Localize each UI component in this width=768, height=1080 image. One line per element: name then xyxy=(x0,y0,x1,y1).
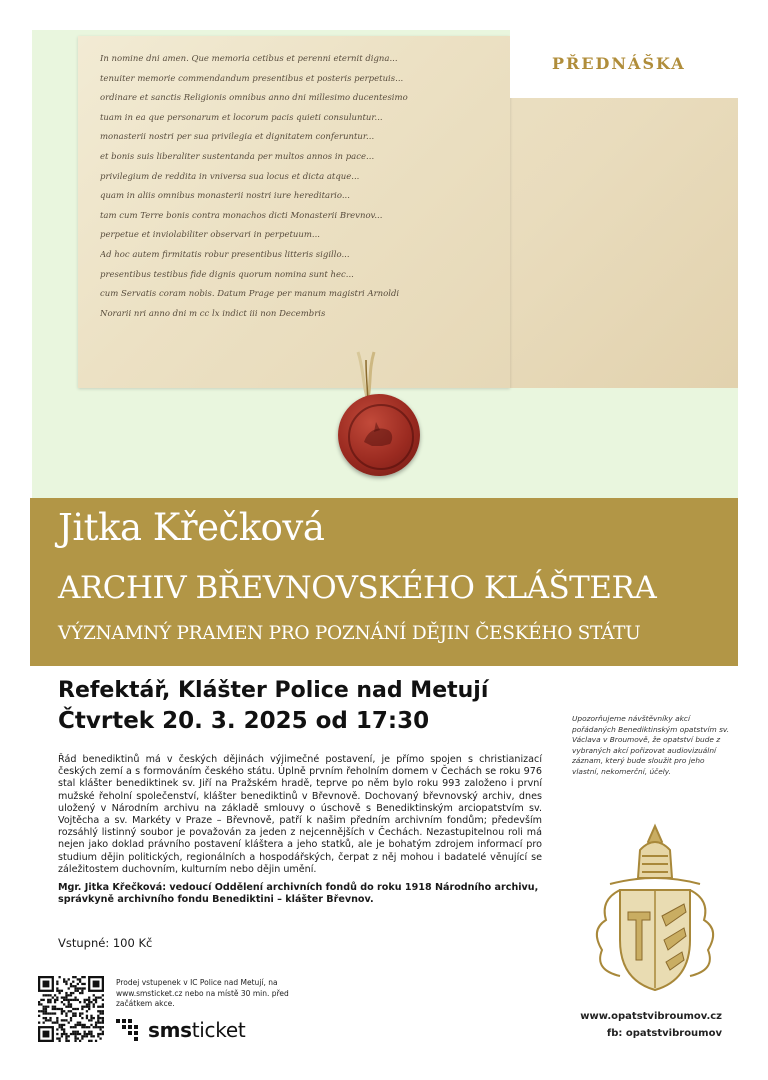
lecture-title: ARCHIV BŘEVNOVSKÉHO KLÁŠTERA xyxy=(58,570,657,606)
smsticket-logo-sms: sms xyxy=(148,1018,192,1042)
event-datetime: Čtvrtek 20. 3. 2025 od 17:30 xyxy=(58,708,430,734)
charter-script-line: tenuiter memorie commendandum presentibus et posteris perpetuis... xyxy=(100,73,404,84)
facebook-link[interactable]: fb: opatstvibroumov xyxy=(606,1028,722,1039)
lecturer-name: Jitka Křečková xyxy=(58,506,325,549)
charter-script-line: cum Servatis coram nobis. Datum Prage per manum magistri Arnoldi xyxy=(100,289,400,300)
lecture-description: Řád benediktinů má v českých dějinách výjimečné postavení, je přímo spojen s christianizací českých zemí a s formováním českého státu. Úplně prvním řeholním domem v Čechách se roku 976 stal klášter benediktinek sv. Jiří na Pražském hradě, teprve po něm bylo roku 993 založeno i první mužské řeholní společenství, klášter benediktinů v Břevnově. Dochovaný břevnovský archiv, dnes uložený v Národním archivu na základě smlouvy o úschově s Benediktinským arciopatstvím sv. Vojtěcha a sv. Markéty v Praze – Břevnově, patří k našim předním archivním fondům; především rozsáhlý listinný soubor je považován za jeden z nejcennějších v Čechách. Nezastupitelnou roli má nejen jako doklad právního postavení kláštera a jeho statků, ale je bohatým zdrojem informací pro studium dějin politických, regionálních a hospodářských, čerpat z něj mohou i badatelé věnující se záležitostem duchovním, kulturním nebo dějin umění. xyxy=(58,754,542,875)
smsticket-dots-icon xyxy=(114,1016,148,1044)
charter-script-line: Ad hoc autem firmitatis robur presentibus litteris sigillo... xyxy=(100,250,350,260)
lecturer-bio: Mgr. Jitka Křečková: vedoucí Oddělení archivních fondů do roku 1918 Národního archivu, správkyně archivního fondu Benediktini – klášter Břevnov. xyxy=(58,882,539,906)
charter-script-line: Norarii nri anno dni m cc lx indict iii non Decembris xyxy=(100,308,326,319)
abbey-coat-of-arms-icon xyxy=(580,820,730,996)
charter-script-line: et bonis suis liberaliter sustentanda per multos annos in pace... xyxy=(100,152,375,162)
charter-script-line: tam cum Terre bonis contra monachos dicti Monasterii Brevnov... xyxy=(100,210,383,221)
recording-notice: Upozorňujeme návštěvníky akcí pořádaných Benediktinským opatstvím sv. Václava v Broumově, že opatství bude z vybraných akcí pořizovat audiovizuální záznam, který bude sloužit pro jeho vlastní, nekomerční, účely. xyxy=(572,714,730,776)
ticket-sales-info: Prodej vstupenek v IC Police nad Metují, na www.smsticket.cz nebo na místě 30 min. před začátkem akce. xyxy=(116,978,289,1008)
charter-script-line: tuam in ea que personarum et locorum pacis quieti consuluntur... xyxy=(100,112,383,123)
charter-script-line: ordinare et sanctis Religionis omnibus anno dni millesimo ducentesimo xyxy=(100,93,408,104)
event-venue: Refektář, Klášter Police nad Metují xyxy=(58,678,489,703)
charter-script-line: quam in aliis omnibus monasterii nostri iure hereditario... xyxy=(100,191,350,202)
lecture-label: PŘEDNÁŠKA xyxy=(552,54,686,73)
smsticket-logo-ticket: ticket xyxy=(191,1018,246,1042)
smsticket-logo[interactable] xyxy=(114,1016,245,1044)
wax-seal-icon xyxy=(338,394,420,476)
qr-code-icon[interactable] xyxy=(38,976,104,1042)
charter-script-line: monasterii nostri per sua privilegia et dignitatem conferuntur... xyxy=(100,132,375,143)
charter-script-line: perpetue et inviolabiliter observari in perpetuum... xyxy=(100,230,320,241)
admission-price: Vstupné: 100 Kč xyxy=(58,936,153,950)
website-link[interactable]: www.opatstvibroumov.cz xyxy=(580,1011,722,1022)
charter-script-line: privilegium de reddita in vniversa sua locus et dicta atque... xyxy=(100,171,360,182)
charter-script-line: In nomine dni amen. Que memoria cetibus et perenni eternit digna... xyxy=(100,54,398,64)
charter-script-line: presentibus testibus fide dignis quorum nomina sunt hec... xyxy=(100,269,354,280)
lecture-subtitle: VÝZNAMNÝ PRAMEN PRO POZNÁNÍ DĚJIN ČESKÉHO STÁTU xyxy=(58,623,641,644)
